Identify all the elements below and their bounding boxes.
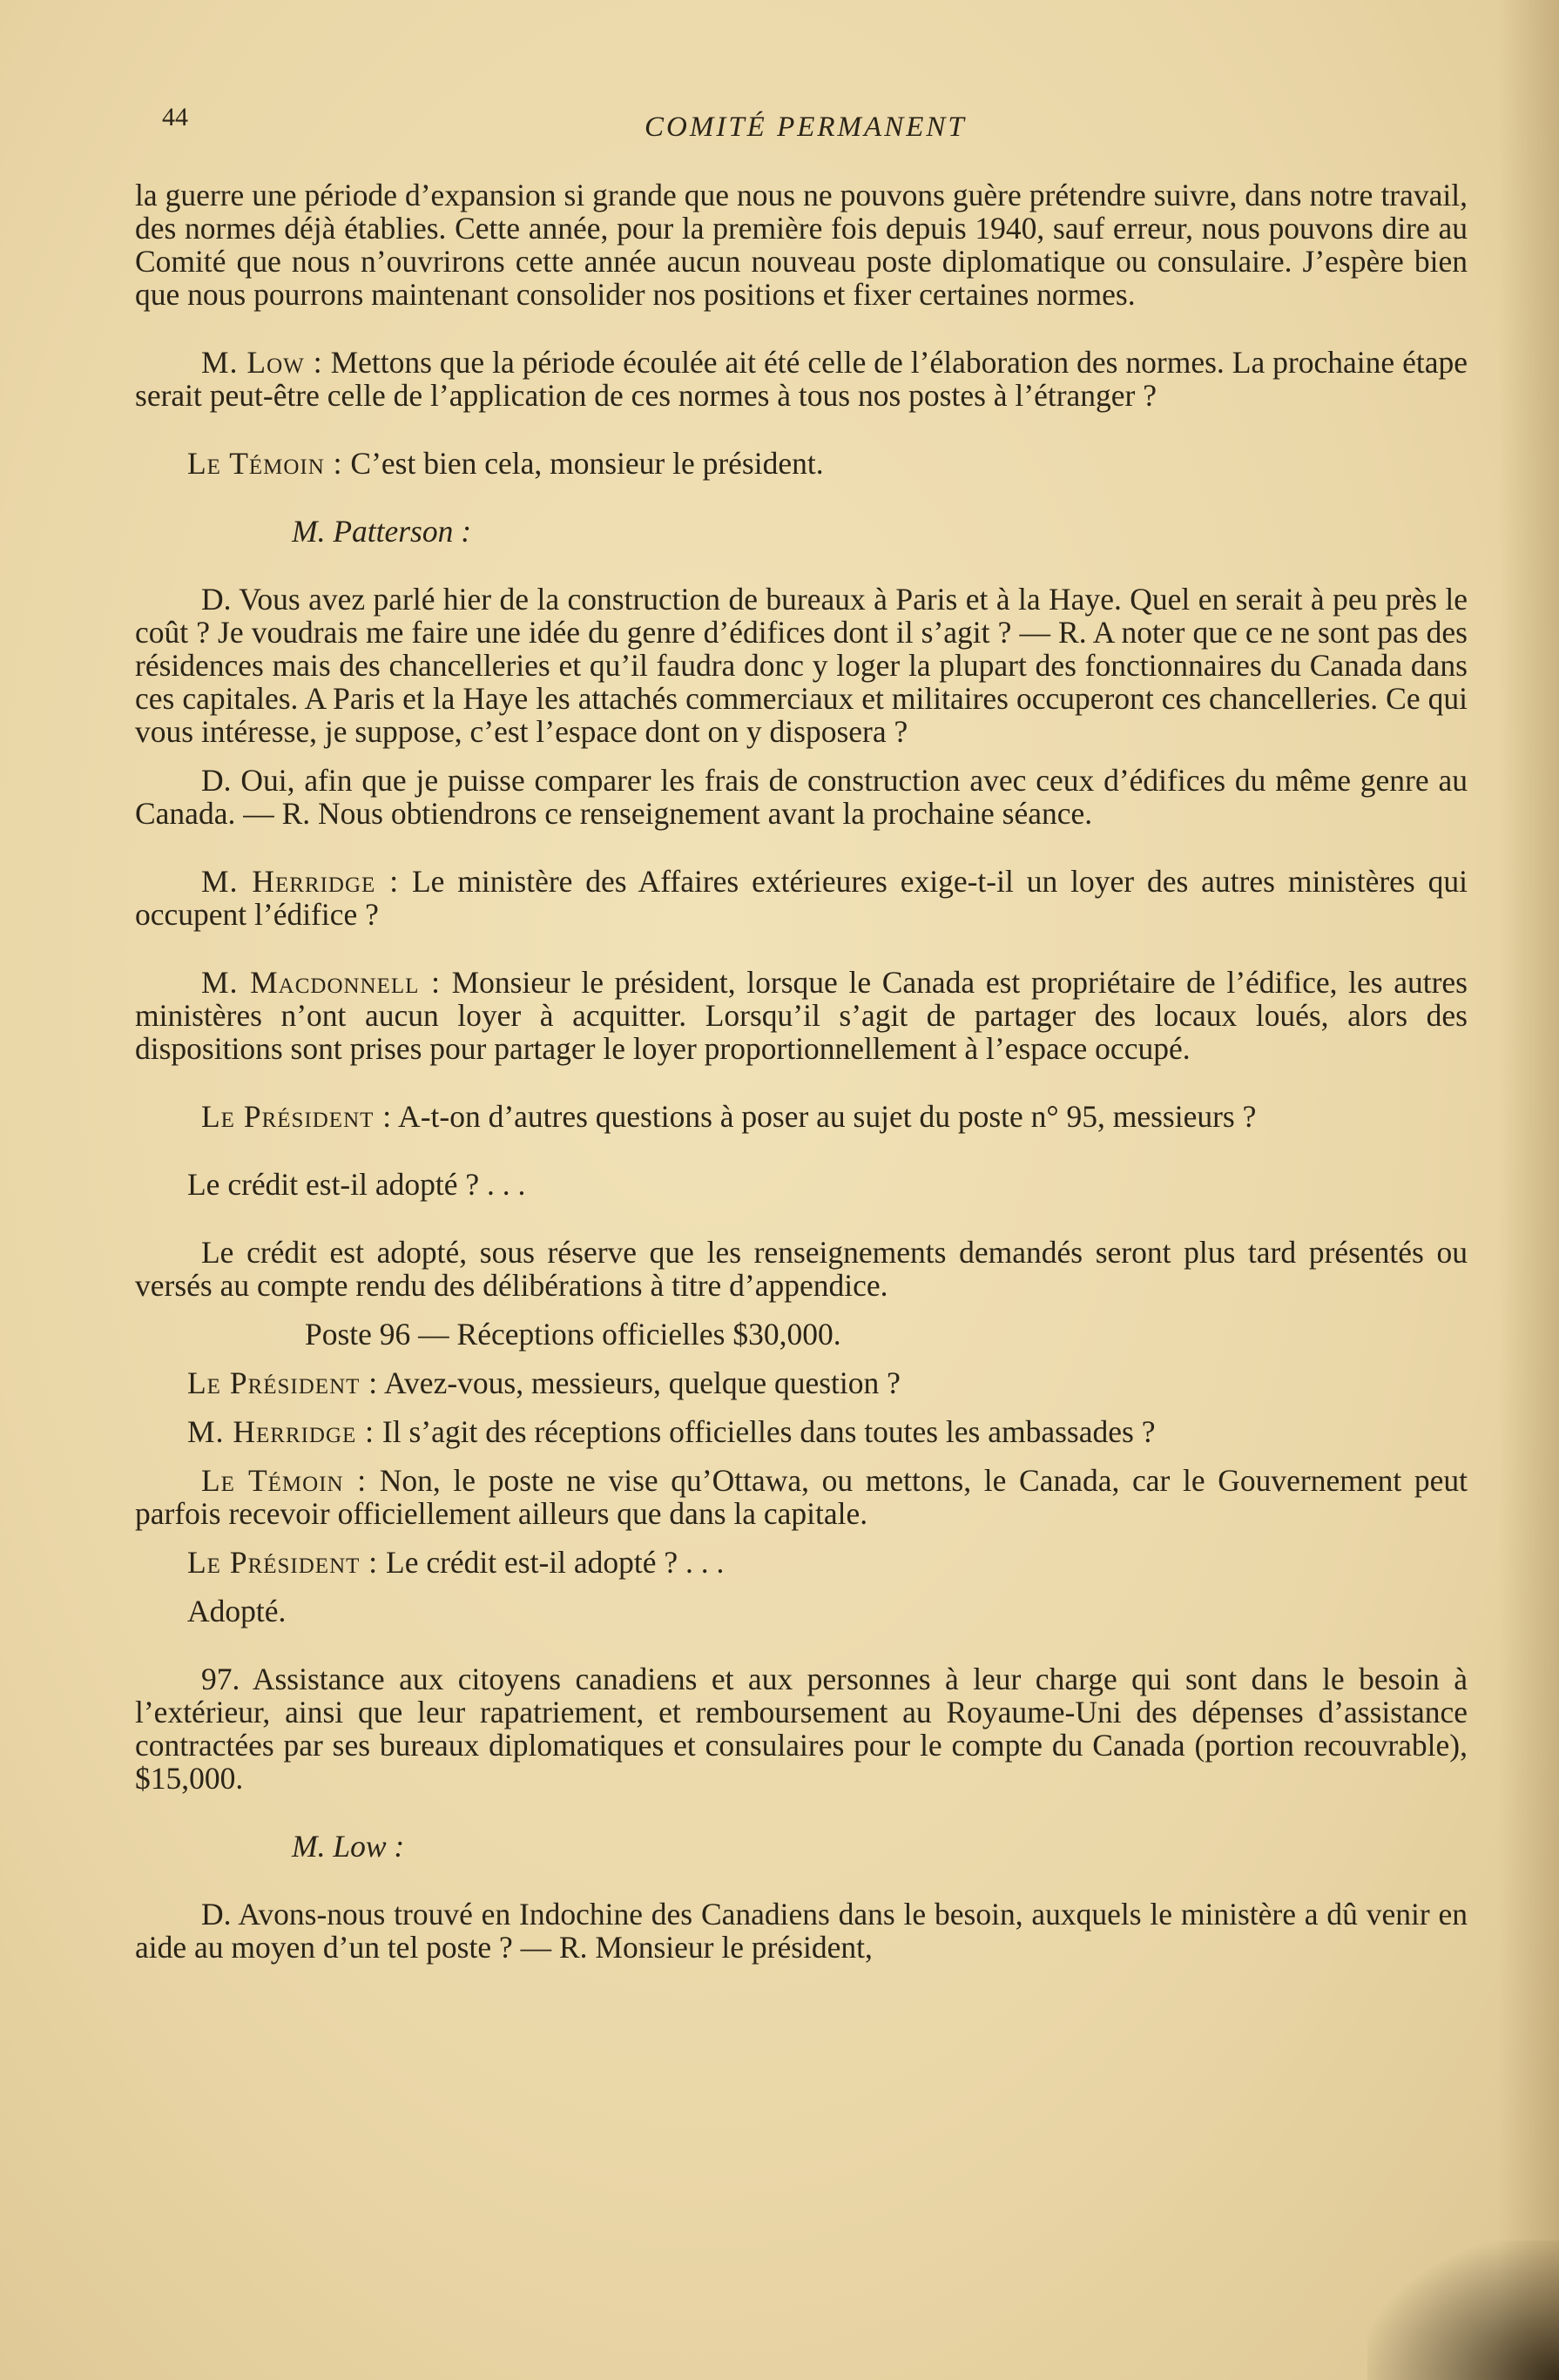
paragraph-low-remark <box>135 346 1468 412</box>
page-body <box>135 179 1468 1964</box>
paragraph-vote-adopted: Le crédit est adopté, sous réserve que les renseignements demandés seront plus tard présentés ou versés au compte rendu des délibérations à titre d’appendice. <box>135 1235 1468 1303</box>
page-edge-shadow <box>1498 0 1559 2380</box>
speaker-heading-low: M. Low : <box>292 1829 405 1864</box>
paragraph-text: Il s’agit des réceptions officielles dans toutes les ambassades ? <box>375 1414 1156 1449</box>
paragraph-continuation: la guerre une période d’expansion si grande que nous ne pouvons guère prétendre suivre, dans notre travail, des normes déjà établies. Cette année, pour la première fois depuis 1940, sauf erreur, nous pouvons dire au Comité que nous n’ouvrirons cette année aucun nouveau poste diplomatique ou consulaire. J’espère bien que nous pourrons maintenant consolider nos positions et fixer certaines normes. <box>135 178 1468 312</box>
paragraph-witness-reply <box>135 447 1468 480</box>
paragraph-witness-ottawa <box>135 1464 1468 1530</box>
speaker-label: M. Macdonnell : <box>201 965 441 1000</box>
speaker-label: M. Herridge : <box>201 864 400 899</box>
paragraph-text: C’est bien cela, monsieur le président. <box>342 446 824 481</box>
speaker-label: Le Témoin : <box>201 1463 368 1498</box>
paragraph-text: Avez-vous, messieurs, quelque question ? <box>378 1365 901 1400</box>
paragraph-text: Le ministère des Affaires extérieures exige-t-il un loyer des autres ministères qui occupent l’édifice ? <box>135 864 1468 932</box>
paragraph-president-adopt <box>135 1546 1468 1579</box>
speaker-label: Le Président : <box>187 1545 379 1580</box>
paragraph-text: Monsieur le président, lorsque le Canada est propriétaire de l’édifice, les autres ministères n’ont aucun loyer à acquitter. Lorsqu’il s’agit de partager des locaux loués, alors des dispositions sont prises pour partager le loyer proportionnellement à l’espace occupé. <box>135 965 1468 1066</box>
paragraph-text: Mettons que la période écoulée ait été celle de l’élaboration des normes. La prochaine étape serait peut-être celle de l’application de ces normes à tous nos postes à l’étranger ? <box>135 345 1468 413</box>
paragraph-text: Non, le poste ne vise qu’Ottawa, ou mettons, le Canada, car le Gouvernement peut parfois recevoir officiellement ailleurs que dans la capitale. <box>135 1463 1468 1531</box>
paragraph-question-offices: D. Vous avez parlé hier de la construction de bureaux à Paris et à la Haye. Quel en serait à peu près le coût ? Je voudrais me faire une idée du genre d’édifices dont il s’agit ? — R. A noter que ce ne sont pas des résidences mais des chancelleries et qu’il faudra donc y loger la plupart des fonctionnaires du Canada dans ces capitales. A Paris et la Haye les attachés commerciaux et militaires occuperont ces chancelleries. Ce qui vous intéresse, je suppose, c’est l’espace dont on y disposera ? <box>135 582 1468 749</box>
page-corner-shadow <box>1367 2241 1559 2380</box>
paragraph-herridge-receptions <box>135 1415 1468 1448</box>
paragraph-text: Le crédit est-il adopté ? . . . <box>378 1545 725 1580</box>
speaker-heading-patterson: M. Patterson : <box>292 514 472 549</box>
paragraph-vote-question: Le crédit est-il adopté ? . . . <box>187 1167 526 1202</box>
paragraph-question-costs: D. Oui, afin que je puisse comparer les frais de construction avec ceux d’édifices du même genre au Canada. — R. Nous obtiendrons ce renseignement avant la prochaine séance. <box>135 763 1468 831</box>
speaker-label: M. Low : <box>201 345 323 380</box>
paragraph-adopted: Adopté. <box>187 1594 287 1628</box>
paragraph-herridge-rent <box>135 865 1468 931</box>
speaker-label: Le Président : <box>201 1099 393 1134</box>
page-header <box>0 103 1559 155</box>
item-heading-96: Poste 96 — Réceptions officielles $30,000. <box>305 1317 841 1352</box>
paragraph-question-indochina: D. Avons-nous trouvé en Indochine des Canadiens dans le besoin, auxquels le ministère a dû venir en aide au moyen d’un tel poste ? — R. Monsieur le président, <box>135 1897 1468 1965</box>
paragraph-macdonnell-reply <box>135 966 1468 1065</box>
speaker-label: M. Herridge : <box>187 1414 375 1449</box>
paragraph-president-questions <box>135 1100 1468 1133</box>
page-number: 44 <box>162 103 188 131</box>
paragraph-president-any-question <box>135 1366 1468 1399</box>
speaker-label: Le Président : <box>187 1365 379 1400</box>
paragraph-text: A-t-on d’autres questions à poser au sujet du poste n° 95, messieurs ? <box>392 1099 1257 1134</box>
item-97-description: 97. Assistance aux citoyens canadiens et aux personnes à leur charge qui sont dans le besoin à l’extérieur, ainsi que leur rapatriement, et remboursement au Royaume-Uni des dépenses d’assistance contractées par ses bureaux diplomatiques et consulaires pour le compte du Canada (portion recouvrable), $15,000. <box>135 1662 1468 1796</box>
speaker-label: Le Témoin : <box>187 446 343 481</box>
running-head: COMITÉ PERMANENT <box>645 111 967 143</box>
